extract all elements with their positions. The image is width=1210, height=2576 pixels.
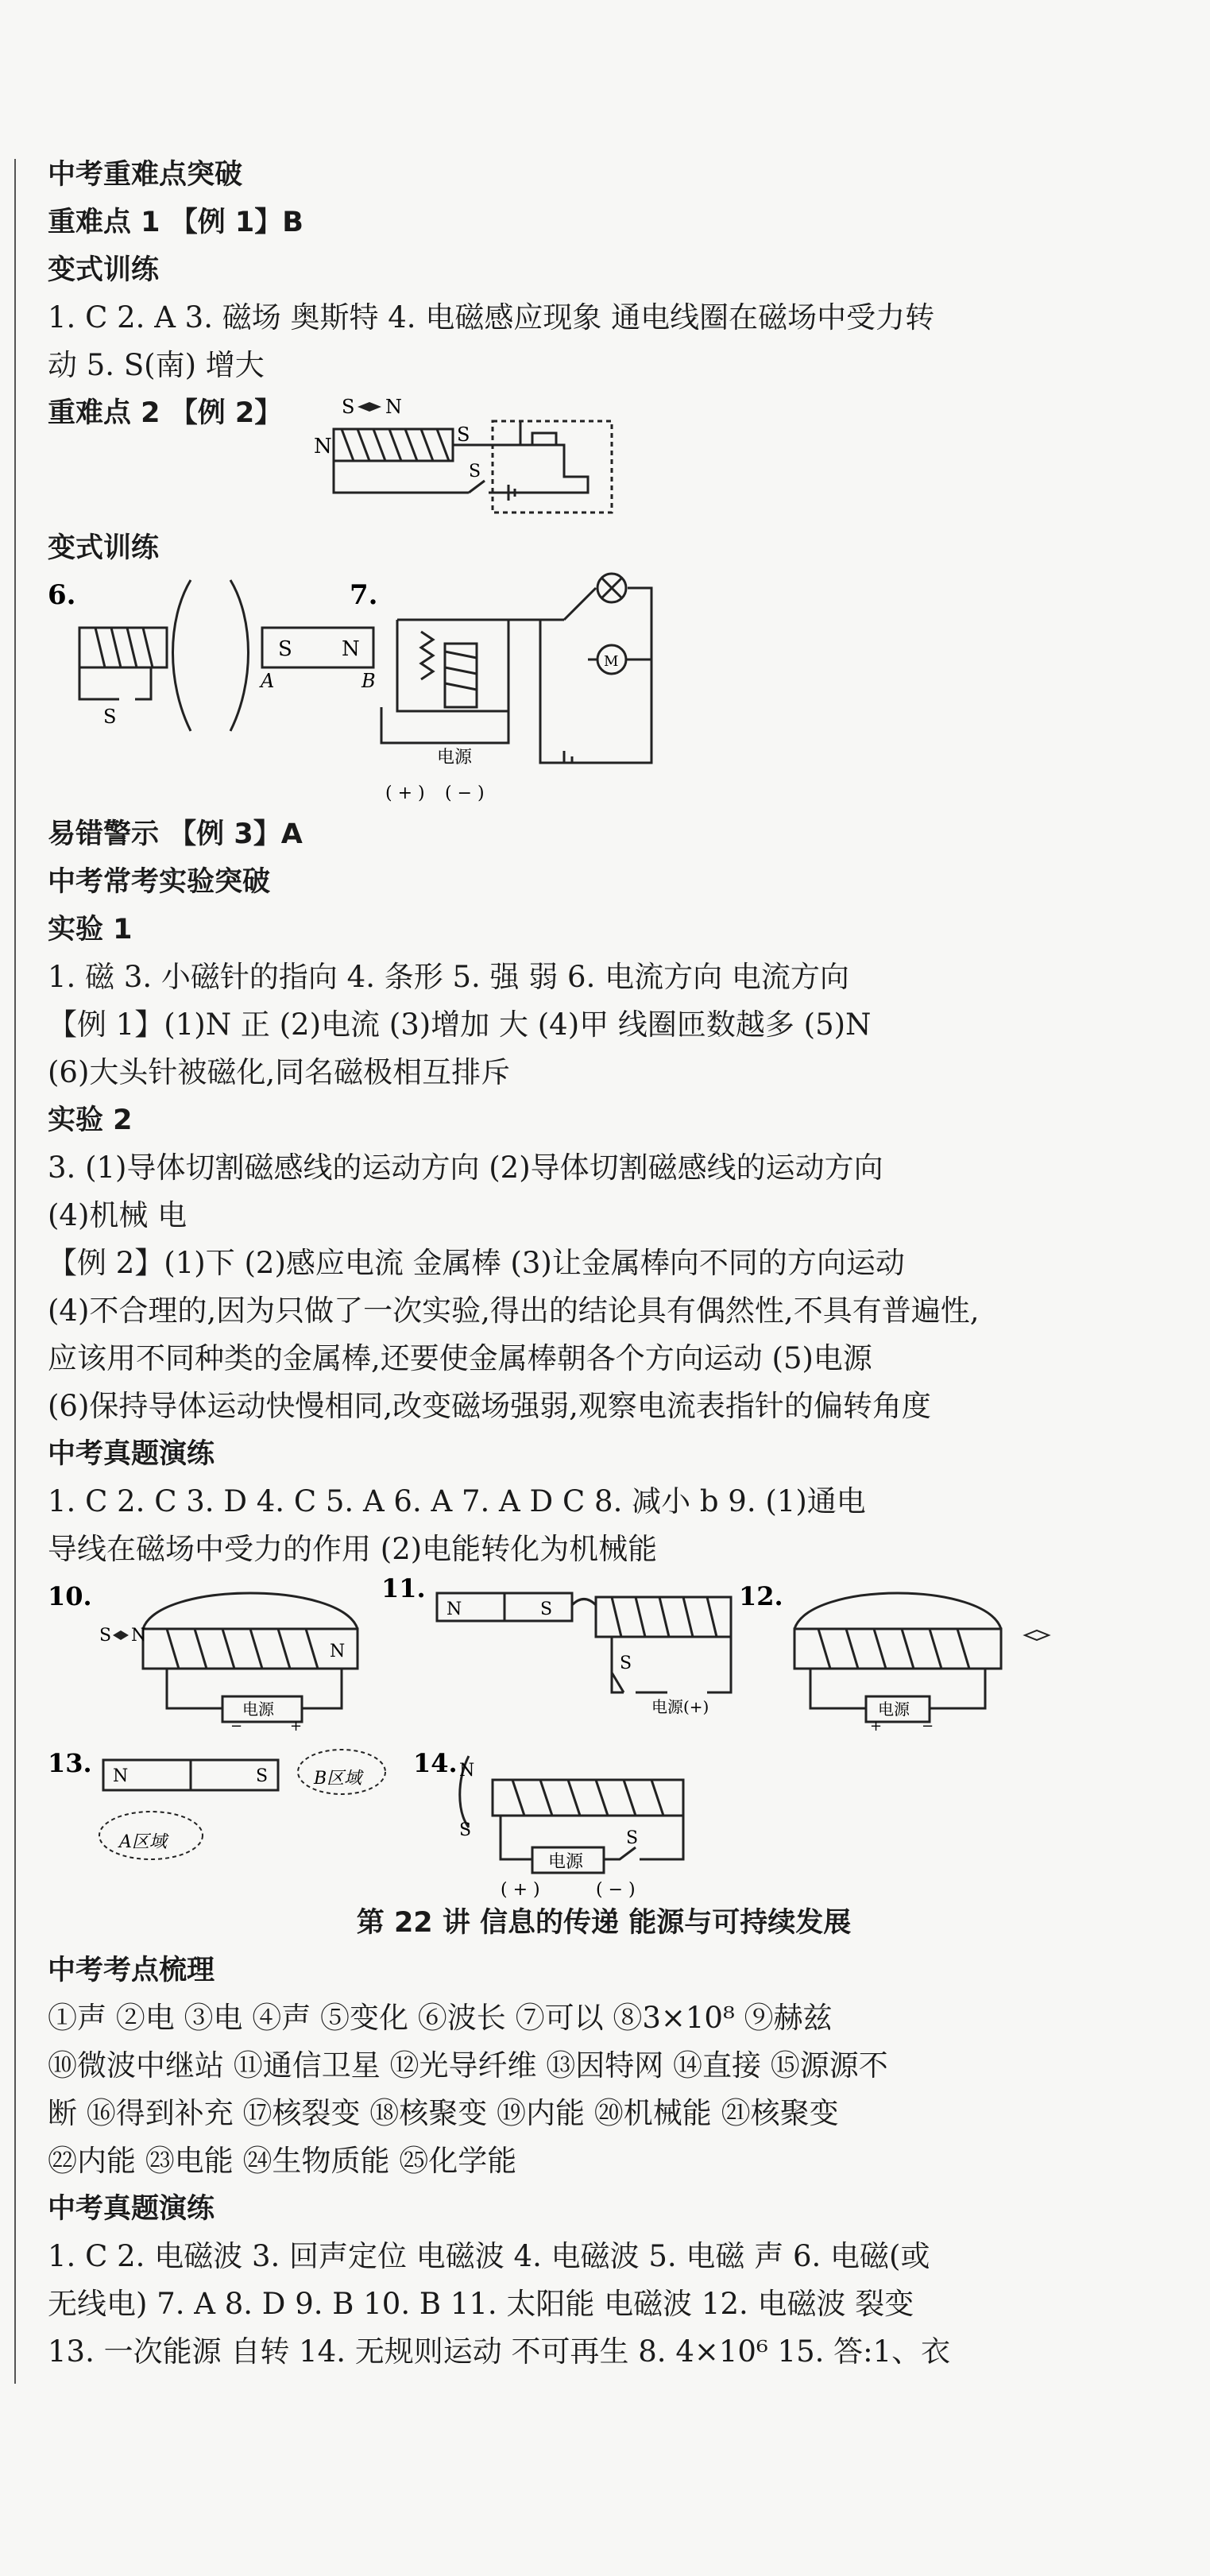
coil-s-label: S — [457, 424, 470, 446]
switch-label: S — [626, 1828, 639, 1848]
answer-line: 1. 磁 3. 小磁针的指向 4. 条形 5. 强 弱 6. 电流方向 电流方向 — [48, 960, 849, 994]
point-b-label: B — [361, 670, 376, 692]
section-heading: 易错警示 【例 3】A — [48, 818, 303, 850]
power-source-label: 电源 — [437, 748, 473, 768]
switch-label: S — [469, 462, 481, 482]
figure-number: 12. — [739, 1581, 783, 1611]
answer-content — [48, 151, 1160, 2376]
magnet-s-label: S — [278, 637, 292, 661]
answer-line: ①声 ②电 ③电 ④声 ⑤变化 ⑥波长 ⑦可以 ⑧3×10⁸ ⑨赫兹 — [48, 2001, 833, 2035]
compass-n-label: N — [385, 396, 402, 418]
answer-line: 3. (1)导体切割磁感线的运动方向 (2)导体切割磁感线的运动方向 — [48, 1151, 883, 1185]
answer-line: 导线在磁场中受力的作用 (2)电能转化为机械能 — [48, 1532, 658, 1566]
figure-7 — [350, 572, 747, 810]
compass-s-label: S — [99, 1626, 112, 1646]
answer-line: ㉒内能 ㉓电能 ㉔生物质能 ㉕化学能 — [48, 2144, 517, 2178]
section-heading: 中考真题演练 — [48, 2193, 215, 2225]
margin-rule — [14, 159, 16, 2384]
answer-line: 【例 2】(1)下 (2)感应电流 金属棒 (3)让金属棒向不同的方向运动 — [48, 1246, 905, 1280]
answer-line: 应该用不同种类的金属棒,还要使金属棒朝各个方向运动 (5)电源 — [48, 1341, 872, 1375]
magnet-n-label: N — [447, 1599, 462, 1619]
b-area-label: B区域 — [314, 1769, 362, 1789]
answer-line: 无线电) 7. A 8. D 9. B 10. B 11. 太阳能 电磁波 12. 电磁波 裂变 — [48, 2287, 914, 2321]
figure-number: 6. — [48, 579, 76, 611]
power-source-label: 电源 — [548, 1852, 584, 1872]
section-heading: 中考常考实验突破 — [48, 866, 271, 898]
minus-terminal-label: ( − ) — [596, 1880, 636, 1899]
answer-line: 1. C 2. 电磁波 3. 回声定位 电磁波 4. 电磁波 5. 电磁 声 6. 电磁(或 — [48, 2239, 930, 2273]
figure-6 — [48, 572, 381, 747]
a-area-label: A区域 — [119, 1832, 167, 1852]
compass-needle — [1025, 1630, 1049, 1640]
figure-number: 11. — [381, 1573, 426, 1603]
plus-terminal-label: + — [290, 1718, 303, 1732]
figure-number: 7. — [350, 579, 378, 611]
answer-line: 断 ⑯得到补充 ⑰核裂变 ⑱核聚变 ⑲内能 ⑳机械能 ㉑核聚变 — [48, 2096, 839, 2130]
section-heading: 中考考点梳理 — [48, 1955, 215, 1986]
coil-n-label: N — [314, 435, 332, 458]
compass-n-label: N — [131, 1626, 147, 1646]
answer-line: 13. 一次能源 自转 14. 无规则运动 不可再生 8. 4×10⁶ 15. 答:1、衣 — [48, 2334, 951, 2369]
figure-10 — [48, 1573, 389, 1732]
magnet-s-label: S — [256, 1766, 269, 1786]
plus-terminal-label: ( + ) — [385, 783, 425, 803]
answer-line: (4)机械 电 — [48, 1198, 187, 1232]
compass-needle — [358, 402, 381, 412]
section-heading: 重难点 1 【例 1】B — [48, 207, 303, 238]
figure-example-2 — [310, 389, 866, 516]
point-a-label: A — [261, 670, 275, 692]
section-heading: 变式训练 — [48, 532, 160, 564]
section-heading: 中考真题演练 — [48, 1438, 215, 1470]
s-pole-label: S — [459, 1820, 472, 1840]
section-heading: 变式训练 — [48, 254, 160, 286]
power-source-label: 电源(+) — [651, 1697, 709, 1716]
compass-s-label: S — [342, 396, 355, 418]
figure-number: 10. — [48, 1581, 92, 1611]
answer-line: 动 5. S(南) 增大 — [48, 348, 265, 382]
section-heading: 实验 1 — [48, 914, 133, 946]
figure-number: 14. — [413, 1748, 458, 1778]
figure-11 — [381, 1573, 747, 1732]
svg-text:M: M — [604, 653, 619, 670]
switch-label: S — [620, 1654, 632, 1673]
answer-line: (6)保持导体运动快慢相同,改变磁场强弱,观察电流表指针的偏转角度 — [48, 1389, 931, 1423]
minus-terminal-label: − — [230, 1718, 243, 1732]
n-pole-label: N — [459, 1761, 475, 1781]
switch-label: S — [103, 706, 117, 728]
answer-line: (6)大头针被磁化,同名磁极相互排斥 — [48, 1055, 511, 1089]
answer-line: 1. C 2. A 3. 磁场 奥斯特 4. 电磁感应现象 通电线圈在磁场中受力转 — [48, 300, 935, 335]
figure-row-13-14 — [48, 1740, 1160, 1899]
answer-line: ⑩微波中继站 ⑪通信卫星 ⑫光导纤维 ⑬因特网 ⑭直接 ⑮源源不 — [48, 2048, 888, 2083]
figure-row-10-12 — [48, 1573, 1160, 1732]
plus-terminal-label: + — [870, 1718, 883, 1732]
figure-14 — [413, 1740, 747, 1899]
section-heading: 实验 2 — [48, 1104, 133, 1136]
section-heading: 重难点 2 【例 2】 — [48, 397, 283, 429]
coil-n-label: N — [330, 1642, 346, 1661]
figure-number: 13. — [48, 1748, 92, 1778]
lesson-title: 第 22 讲 信息的传递 能源与可持续发展 — [356, 1907, 852, 1939]
magnet-n-label: N — [342, 637, 360, 661]
figure-12 — [739, 1573, 1104, 1732]
power-source-label: 电源 — [878, 1700, 910, 1719]
plus-terminal-label: ( + ) — [501, 1880, 540, 1899]
section-heading: 中考重难点突破 — [48, 159, 243, 191]
figure-row-6-7 — [48, 572, 1160, 810]
magnet-s-label: S — [540, 1599, 553, 1619]
minus-terminal-label: − — [922, 1718, 934, 1732]
answer-line: 1. C 2. C 3. D 4. C 5. A 6. A 7. A D C 8. 减小 b 9. (1)通电 — [48, 1484, 866, 1518]
power-source-label: 电源 — [242, 1700, 274, 1719]
answer-line: 【例 1】(1)N 正 (2)电流 (3)增加 大 (4)甲 线圈匝数越多 (5)N — [48, 1008, 872, 1042]
minus-terminal-label: ( − ) — [445, 783, 485, 803]
figure-13 — [48, 1740, 413, 1867]
magnet-n-label: N — [113, 1766, 129, 1786]
answer-line: (4)不合理的,因为只做了一次实验,得出的结论具有偶然性,不具有普遍性, — [48, 1294, 980, 1328]
